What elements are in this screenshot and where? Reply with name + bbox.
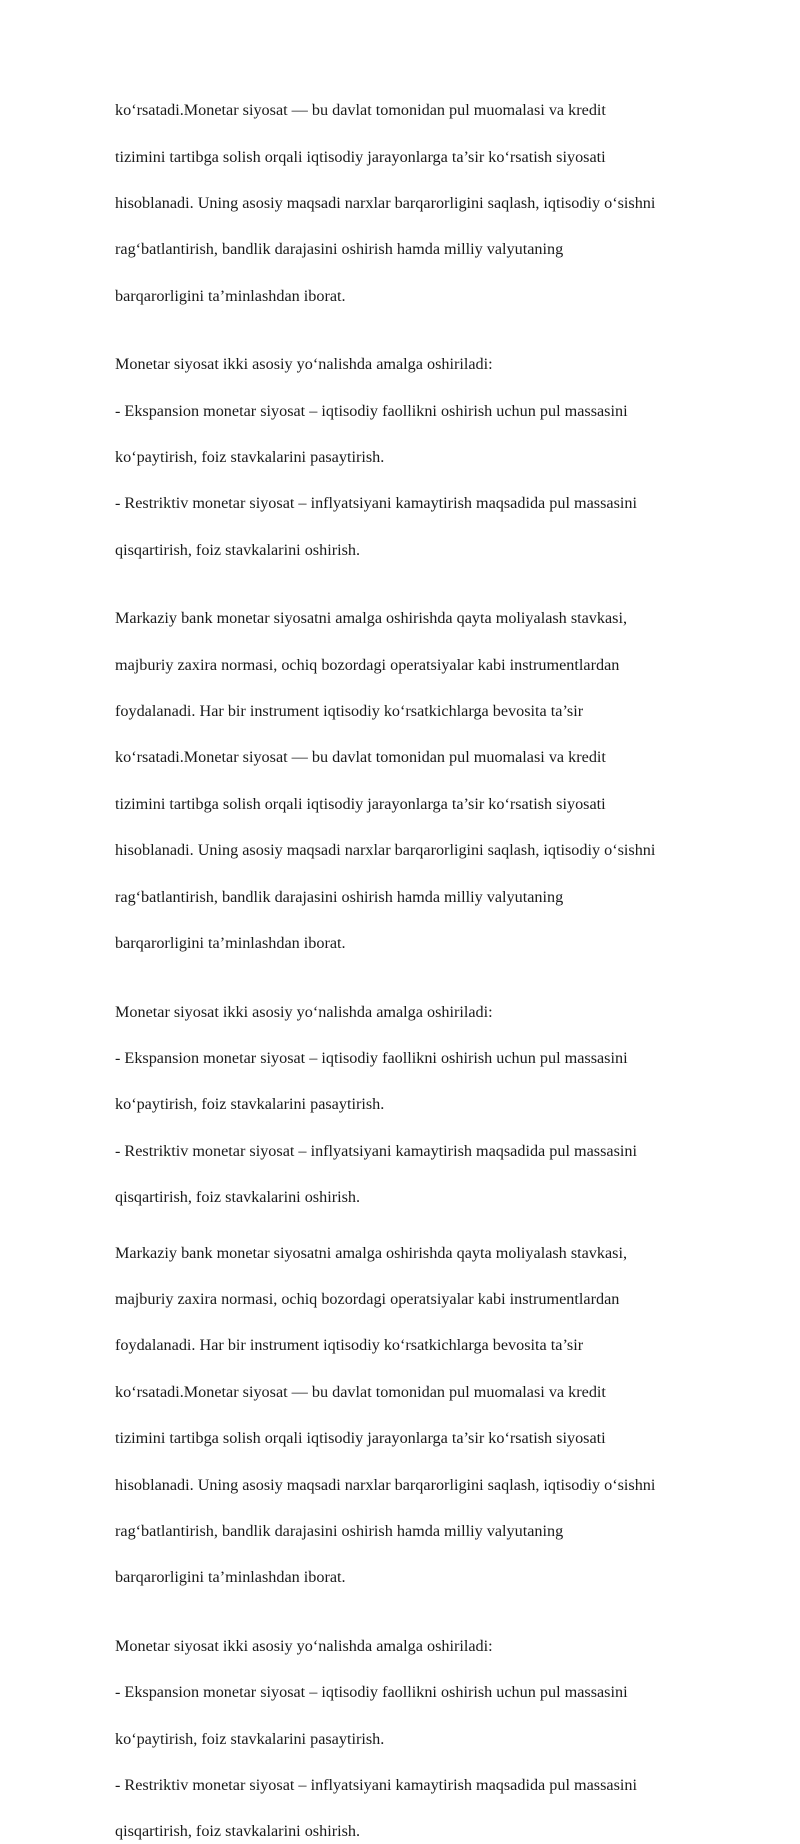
- list-item-restriction: - Restriktiv monetar siyosat – inflyatsiyani kamaytirish maqsadida pul massasini: [115, 494, 637, 513]
- text-line: hisoblanadi. Uning asosiy maqsadi narxlar barqarorligini saqlash, iqtisodiy o‘sishni: [115, 1475, 656, 1494]
- text-line: Markaziy bank monetar siyosatni amalga oshirishda qayta moliyalash stavkasi,: [115, 609, 628, 628]
- text-line: Monetar siyosat ikki asosiy yo‘nalishda amalga oshiriladi:: [115, 1002, 493, 1021]
- text-line: hisoblanadi. Uning asosiy maqsadi narxlar barqarorligini saqlash, iqtisodiy o‘sishni: [115, 194, 656, 213]
- text-line: qisqartirish, foiz stavkalarini oshirish.: [115, 1188, 361, 1207]
- text-line: qisqartirish, foiz stavkalarini oshirish.: [115, 1822, 361, 1841]
- text-line: Monetar siyosat ikki asosiy yo‘nalishda amalga oshiriladi:: [115, 1636, 493, 1655]
- text-line: ko‘paytirish, foiz stavkalarini pasaytirish.: [115, 1095, 385, 1114]
- text-line: tizimini tartibga solish orqali iqtisodiy jarayonlarga ta’sir ko‘rsatish siyosati: [115, 794, 606, 813]
- text-line: ko‘rsatadi.Monetar siyosat — bu davlat tomonidan pul muomalasi va kredit: [115, 1382, 606, 1401]
- text-line: rag‘batlantirish, bandlik darajasini oshirish hamda milliy valyutaning: [115, 240, 564, 259]
- text-line: hisoblanadi. Uning asosiy maqsadi narxlar barqarorligini saqlash, iqtisodiy o‘sishni: [115, 841, 656, 860]
- list-item-expansion: - Ekspansion monetar siyosat – iqtisodiy faollikni oshirish uchun pul massasini: [115, 1048, 628, 1067]
- paragraph-instruments: [115, 584, 755, 955]
- paragraph-instruments: [115, 1218, 755, 1589]
- list-item-expansion: - Ekspansion monetar siyosat – iqtisodiy faollikni oshirish uchun pul massasini: [115, 401, 628, 420]
- text-line: barqarorligini ta’minlashdan iborat.: [115, 1568, 346, 1587]
- text-line: rag‘batlantirish, bandlik darajasini oshirish hamda milliy valyutaning: [115, 887, 564, 906]
- text-line: barqarorligini ta’minlashdan iborat.: [115, 934, 346, 953]
- document-page: [115, 76, 755, 1844]
- paragraph-directions: [115, 330, 755, 562]
- text-line: Monetar siyosat ikki asosiy yo‘nalishda amalga oshiriladi:: [115, 355, 493, 374]
- text-line: tizimini tartibga solish orqali iqtisodiy jarayonlarga ta’sir ko‘rsatish siyosati: [115, 147, 606, 166]
- text-line: tizimini tartibga solish orqali iqtisodiy jarayonlarga ta’sir ko‘rsatish siyosati: [115, 1429, 606, 1448]
- list-item-restriction: - Restriktiv monetar siyosat – inflyatsiyani kamaytirish maqsadida pul massasini: [115, 1141, 637, 1160]
- text-line: ko‘rsatadi.Monetar siyosat — bu davlat tomonidan pul muomalasi va kredit: [115, 101, 606, 120]
- text-line: ko‘paytirish, foiz stavkalarini pasaytirish.: [115, 448, 385, 467]
- text-line: majburiy zaxira normasi, ochiq bozordagi operatsiyalar kabi instrumentlardan: [115, 655, 620, 674]
- paragraph-directions: [115, 1612, 755, 1844]
- text-line: barqarorligini ta’minlashdan iborat.: [115, 286, 346, 305]
- paragraph-definition: [115, 76, 755, 308]
- paragraph-directions: [115, 977, 755, 1209]
- text-line: rag‘batlantirish, bandlik darajasini oshirish hamda milliy valyutaning: [115, 1521, 564, 1540]
- text-line: qisqartirish, foiz stavkalarini oshirish.: [115, 540, 361, 559]
- text-line: foydalanadi. Har bir instrument iqtisodiy ko‘rsatkichlarga bevosita ta’sir: [115, 702, 584, 721]
- text-line: ko‘paytirish, foiz stavkalarini pasaytirish.: [115, 1729, 385, 1748]
- text-line: foydalanadi. Har bir instrument iqtisodiy ko‘rsatkichlarga bevosita ta’sir: [115, 1336, 584, 1355]
- list-item-restriction: - Restriktiv monetar siyosat – inflyatsiyani kamaytirish maqsadida pul massasini: [115, 1776, 637, 1795]
- text-line: majburiy zaxira normasi, ochiq bozordagi operatsiyalar kabi instrumentlardan: [115, 1289, 620, 1308]
- text-line: Markaziy bank monetar siyosatni amalga oshirishda qayta moliyalash stavkasi,: [115, 1243, 628, 1262]
- list-item-expansion: - Ekspansion monetar siyosat – iqtisodiy faollikni oshirish uchun pul massasini: [115, 1683, 628, 1702]
- text-line: ko‘rsatadi.Monetar siyosat — bu davlat tomonidan pul muomalasi va kredit: [115, 748, 606, 767]
